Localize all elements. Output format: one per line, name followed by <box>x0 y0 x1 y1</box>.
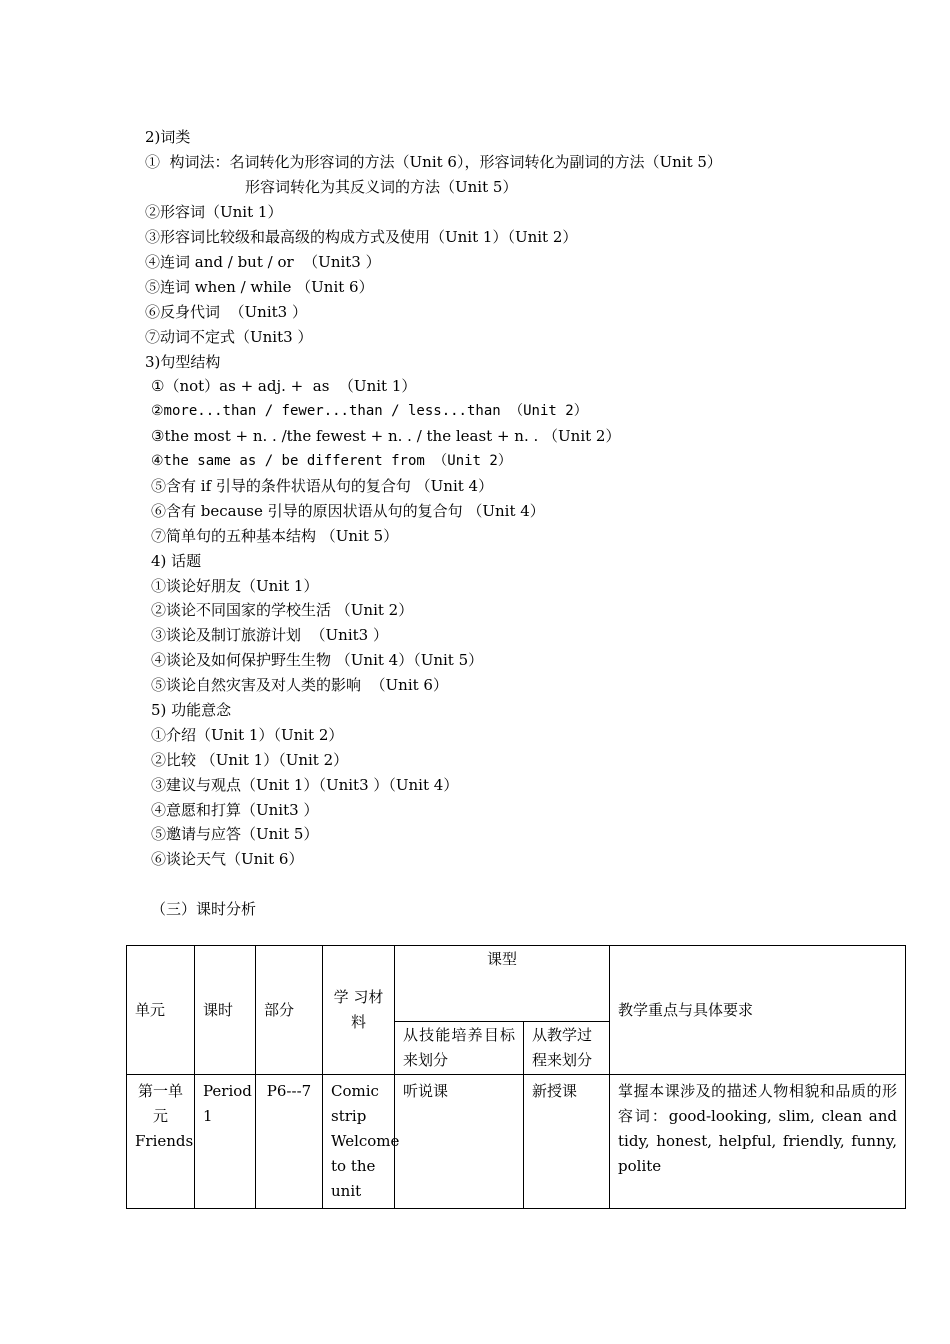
outline-line: ⑦简单句的五种基本结构 （Unit 5） <box>151 527 399 545</box>
cell-focus: 掌握本课涉及的描述人物相貌和品质的形容词：good-looking, slim, clean and tidy, honest, helpful, friendly, funny, polite <box>610 1075 906 1209</box>
outline-line: ④谈论及如何保护野生生物 （Unit 4）（Unit 5） <box>151 651 484 669</box>
cell-period: Period 1 <box>195 1075 256 1209</box>
cell-by-skill: 听说课 <box>395 1075 524 1209</box>
outline-line: ②比较 （Unit 1）（Unit 2） <box>151 751 349 769</box>
outline-line: ⑤连词 when / while （Unit 6） <box>145 278 374 296</box>
outline-line: ②形容词（Unit 1） <box>145 203 283 221</box>
header-materials: 学 习材料 <box>323 946 395 1075</box>
outline-line: ⑤含有 if 引导的条件状语从句的复合句 （Unit 4） <box>151 477 494 495</box>
outline-line: ④连词 and / but / or （Unit3 ） <box>145 253 381 271</box>
outline-heading: 3)句型结构 <box>145 353 221 371</box>
lesson-analysis-table <box>126 945 906 1209</box>
outline-line: ③the most + n. . /the fewest + n. . / the least + n. . （Unit 2） <box>151 427 621 445</box>
cell-unit: 第一单元Friends <box>127 1075 195 1209</box>
section-title: （三）课时分析 <box>151 900 257 918</box>
cell-by-process: 新授课 <box>524 1075 610 1209</box>
outline-line: ③形容词比较级和最高级的构成方式及使用（Unit 1）（Unit 2） <box>145 228 578 246</box>
outline-line: ⑦动词不定式（Unit3 ） <box>145 328 313 346</box>
header-focus: 教学重点与具体要求 <box>610 946 906 1075</box>
outline-line: 形容词转化为其反义词的方法（Unit 5） <box>245 178 518 196</box>
outline-line: ④意愿和打算（Unit3 ） <box>151 801 319 819</box>
header-lesson-type: 课型 <box>395 946 610 1022</box>
outline-line: ⑥含有 because 引导的原因状语从句的复合句 （Unit 4） <box>151 502 545 520</box>
outline-line: ① 构词法：名词转化为形容词的方法（Unit 6），形容词转化为副词的方法（Unit 5） <box>145 153 722 171</box>
header-part: 部分 <box>256 946 323 1075</box>
outline-line: ⑥谈论天气（Unit 6） <box>151 850 304 868</box>
outline-line: ①（not）as + adj. + as （Unit 1） <box>151 377 417 395</box>
outline-line: ①介绍（Unit 1）（Unit 2） <box>151 726 344 744</box>
outline-line: ⑥反身代词 （Unit3 ） <box>145 303 307 321</box>
outline-line: ③谈论及制订旅游计划 （Unit3 ） <box>151 626 388 644</box>
outline-line: ④the same as / be different from （Unit 2） <box>151 453 512 469</box>
header-unit: 单元 <box>127 946 195 1075</box>
cell-materials: Comic strip Welcome to the unit <box>323 1075 395 1209</box>
outline-line: ②谈论不同国家的学校生活 （Unit 2） <box>151 601 414 619</box>
outline-line: ③建议与观点（Unit 1）（Unit3 ）（Unit 4） <box>151 776 459 794</box>
outline-line: ⑤邀请与应答（Unit 5） <box>151 825 319 843</box>
outline-heading: 2)词类 <box>145 128 191 146</box>
outline-line: ①谈论好朋友（Unit 1） <box>151 577 319 595</box>
table-row <box>127 1075 906 1209</box>
table-header-row <box>127 946 906 1022</box>
outline-line: ⑤谈论自然灾害及对人类的影响 （Unit 6） <box>151 676 448 694</box>
cell-part: P6---7 <box>256 1075 323 1209</box>
header-by-process: 从教学过程来划分 <box>524 1022 610 1075</box>
outline-line: ②more...than / fewer...than / less...than （Unit 2） <box>151 403 588 419</box>
header-by-skill: 从技能培养目标来划分 <box>395 1022 524 1075</box>
header-period: 课时 <box>195 946 256 1075</box>
outline-heading: 4) 话题 <box>151 552 202 570</box>
outline-heading: 5) 功能意念 <box>151 701 232 719</box>
